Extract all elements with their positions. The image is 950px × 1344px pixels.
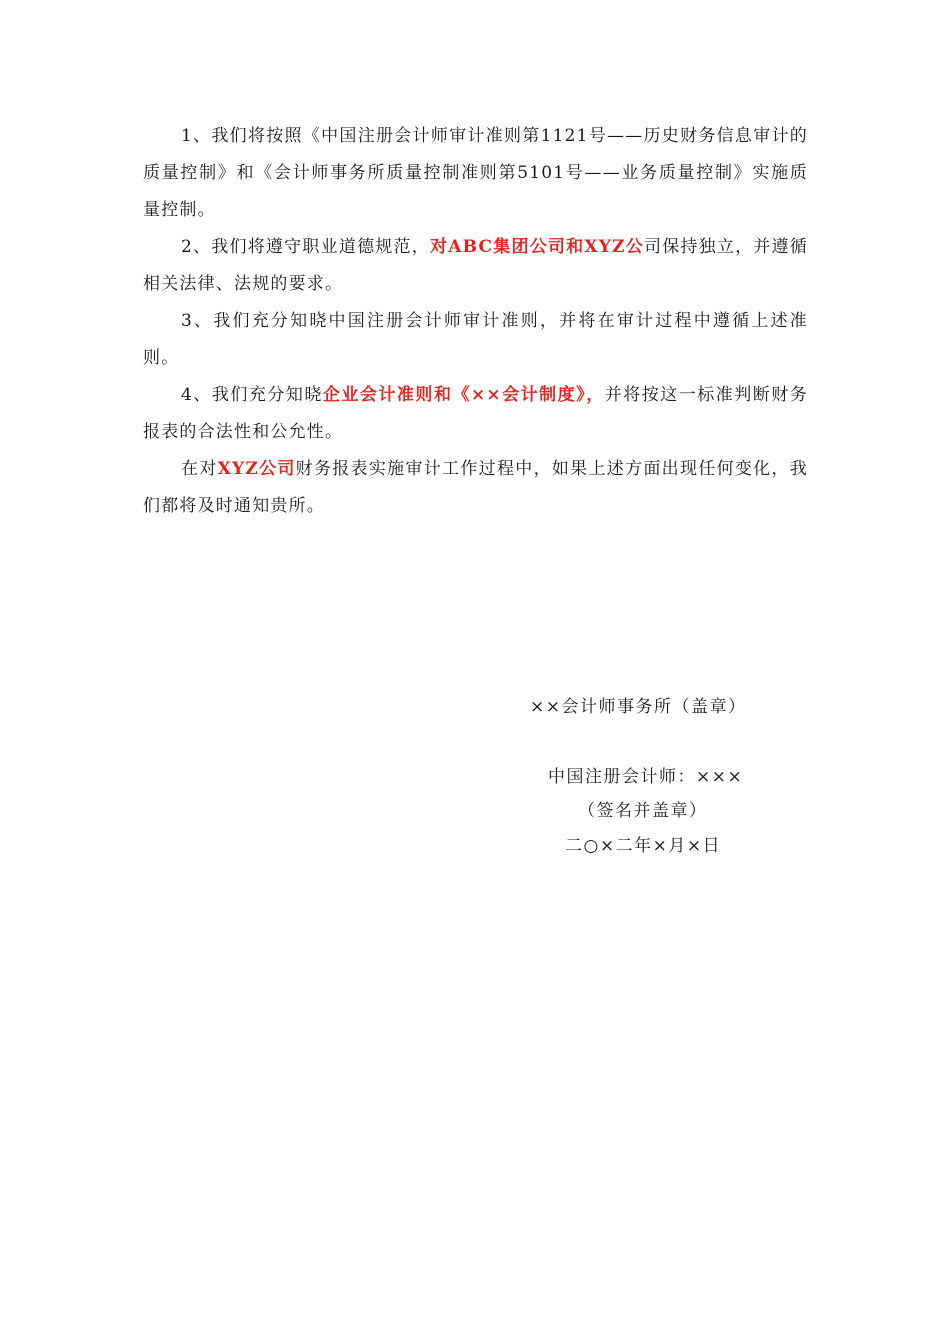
- paragraph-2: [143, 229, 808, 303]
- signature-note: （签名并盖章）: [578, 801, 708, 821]
- letter-body: [143, 118, 808, 525]
- paragraph-5-text-after: 财务报表实施审计工作过程中，如果上述方面出现任何变化，我们都将及时通知贵所。: [143, 459, 808, 516]
- paragraph-5-text-before: 在对: [181, 459, 218, 479]
- paragraph-5-highlight: XYZ公司: [217, 459, 296, 479]
- paragraph-1: 1、我们将按照《中国注册会计师审计准则第1121号——历史财务信息审计的质量控制》和《会计师事务所质量控制准则第5101号——业务质量控制》实施质量控制。: [143, 126, 808, 220]
- paragraph-4-highlight: 企业会计准则和《××会计制度》，: [322, 385, 605, 405]
- signature-date: 二○×二年×月×日: [565, 836, 722, 856]
- paragraph-3: 3、我们充分知晓中国注册会计师审计准则，并将在审计过程中遵循上述准则。: [143, 311, 808, 368]
- paragraph-4-text-before: 4、我们充分知晓: [181, 385, 323, 405]
- paragraph-4-text-after: 并将按这一标准判断财务报表的合法性和公允性。: [143, 385, 808, 442]
- paragraph-2-highlight: 对ABC集团公司和XYZ公: [429, 237, 644, 257]
- paragraph-2-text-before: 2、我们将遵守职业道德规范，: [181, 237, 430, 257]
- paragraph-4: [143, 377, 808, 451]
- paragraph-2-text-after: 司保持独立，并遵循相关法律、法规的要求。: [143, 237, 808, 294]
- paragraph-5: [143, 451, 808, 525]
- signature-cpa: 中国注册会计师：×××: [548, 767, 744, 787]
- signature-firm: ××会计师事务所（盖章）: [530, 697, 747, 717]
